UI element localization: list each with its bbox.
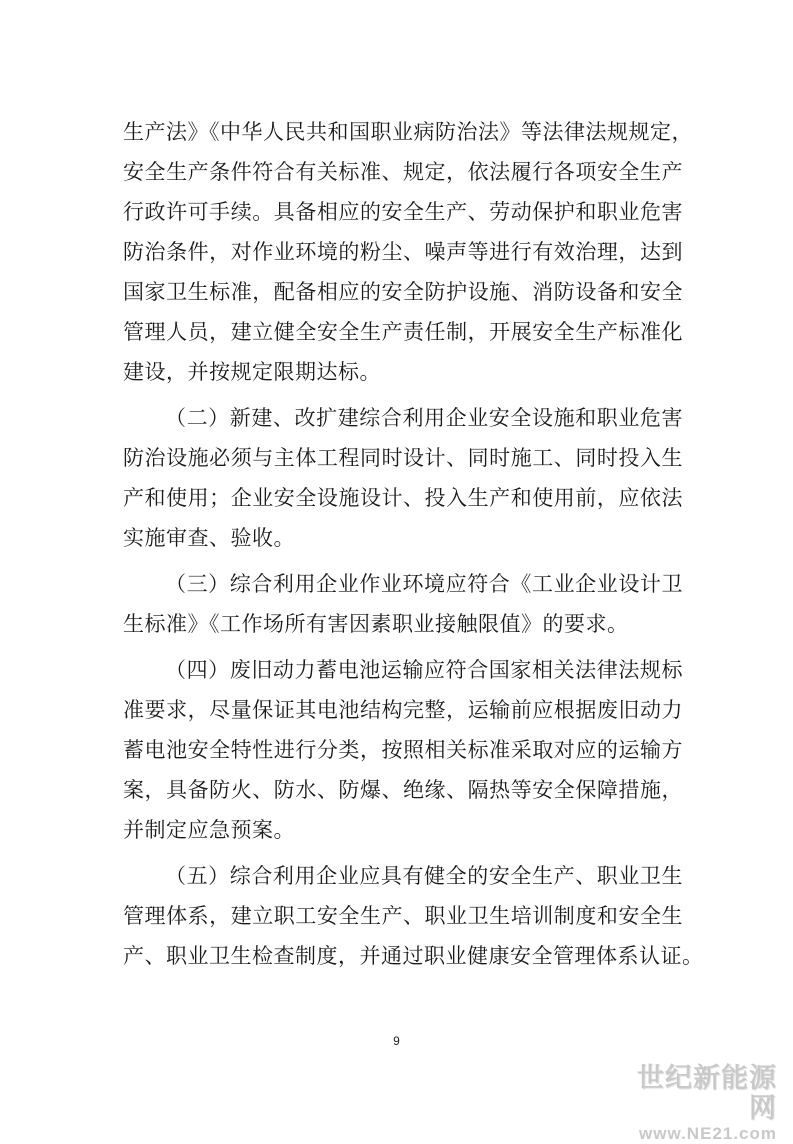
page-number: 9	[393, 1034, 400, 1048]
paragraph-line: 并制定应急预案。	[123, 818, 295, 842]
paragraph-line: 国家卫生标准，配备相应的安全防护设施、消防设备和安全	[123, 280, 683, 304]
paragraph-line: 生标准》《工作场所有害因素职业接触限值》的要求。	[123, 612, 629, 636]
paragraph-line: 行政许可手续。具备相应的安全生产、劳动保护和职业危害	[123, 200, 683, 224]
section-2-heading-line: （二）新建、改扩建综合利用企业安全设施和职业危害	[165, 406, 683, 430]
paragraph-line: 防治设施必须与主体工程同时设计、同时施工、同时投入生	[123, 446, 683, 470]
paragraph-line: 实施审查、验收。	[123, 526, 295, 550]
section-4-heading-line: （四）废旧动力蓄电池运输应符合国家相关法律法规标	[165, 658, 683, 682]
paragraph-line: 准要求，尽量保证其电池结构完整，运输前应根据废旧动力	[123, 698, 683, 722]
paragraph-line: 案，具备防火、防水、防爆、绝缘、隔热等安全保障措施，	[123, 778, 683, 802]
paragraph-line: 生产法》《中华人民共和国职业病防治法》等法律法规规定，	[123, 120, 693, 144]
paragraph-line: 管理人员，建立健全安全生产责任制，开展安全生产标准化	[123, 320, 683, 344]
watermark-name: 世纪新能源网	[637, 1063, 777, 1124]
section-3-heading-line: （三）综合利用企业作业环境应符合《工业企业设计卫	[165, 572, 683, 596]
paragraph-line: 建设，并按规定限期达标。	[123, 360, 381, 384]
section-5-heading-line: （五）综合利用企业应具有健全的安全生产、职业卫生	[165, 864, 683, 888]
paragraph-line: 产和使用；企业安全设施设计、投入生产和使用前，应依法	[123, 486, 683, 510]
paragraph-line: 产、职业卫生检查制度，并通过职业健康安全管理体系认证。	[123, 944, 704, 968]
paragraph-line: 安全生产条件符合有关标准、规定，依法履行各项安全生产	[123, 160, 683, 184]
watermark-url: www.NE21.com	[639, 1124, 777, 1143]
paragraph-line: 管理体系，建立职工安全生产、职业卫生培训制度和安全生	[123, 904, 683, 928]
paragraph-line: 蓄电池安全特性进行分类，按照相关标准采取对应的运输方	[123, 738, 683, 762]
paragraph-line: 防治条件，对作业环境的粉尘、噪声等进行有效治理，达到	[123, 240, 683, 264]
watermark-logo	[617, 1064, 777, 1144]
